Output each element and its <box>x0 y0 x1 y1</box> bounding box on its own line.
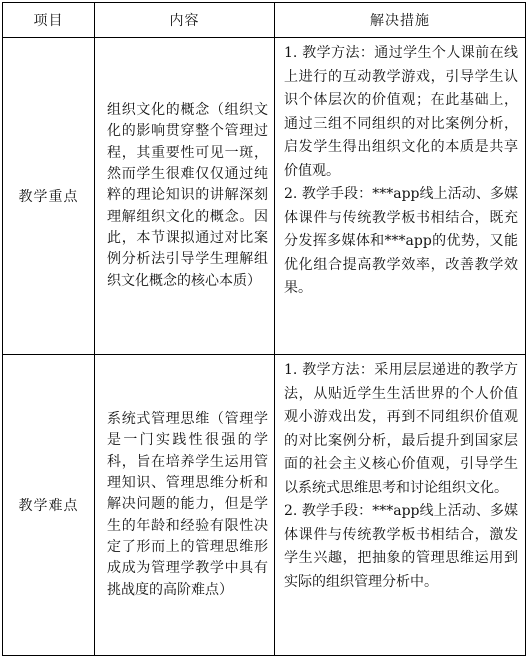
row-item-label: 教学重点 <box>3 38 95 355</box>
solution-method: 1. 教学方法：通过学生个人课前在线上进行的互动教学游戏，引导学生认识个体层次的价值观；在此基础上，通过三组不同组织的对比案例分析，启发学生得出组织文化的本质是共享价值观。 <box>284 45 518 179</box>
row-solution-cell <box>275 38 526 355</box>
header-content: 内容 <box>95 3 275 38</box>
header-solution: 解决措施 <box>275 3 526 38</box>
table-header-row <box>3 3 526 38</box>
table-row <box>3 355 526 656</box>
table-row <box>3 38 526 355</box>
row-content-cell: 系统式管理思维（管理学是一门实践性很强的学科，旨在培养学生运用管理知识、管理思维分析和解决问题的能力，但是学生的年龄和经验有限性决定了形而上的管理思维形成成为管理学教学中具有挑战度的高阶难点） <box>95 355 275 656</box>
header-item: 项目 <box>3 3 95 38</box>
teaching-plan-table <box>2 2 526 656</box>
solution-means: 2. 教学手段：***app线上活动、多媒体课件与传统教学板书相结合，激发学生兴趣，把抽象的管理思维运用到实际的组织管理分析中。 <box>284 503 518 590</box>
solution-method: 1. 教学方法：采用层层递进的教学方法，从贴近学生生活世界的个人价值观小游戏出发，再到不同组织价值观的对比案例分析，最后提升到国家层面的社会主义核心价值观，引导学生以系统式思维思考和讨论组织文化。 <box>284 362 518 496</box>
solution-means: 2. 教学手段：***app线上活动、多媒体课件与传统教学板书相结合，既充分发挥多媒体和***app的优势，又能优化组合提高教学效率，改善教学效果。 <box>284 186 518 296</box>
row-solution-cell <box>275 355 526 656</box>
row-item-label: 教学难点 <box>3 355 95 656</box>
row-content-cell: 组织文化的概念（组织文化的影响贯穿整个管理过程，其重要性可见一斑，然而学生很难仅仅通过纯粹的理论知识的讲解深刻理解组织文化的概念。因此，本节课拟通过对比案例分析法引导学生理解组织文化概念的核心本质） <box>95 38 275 355</box>
